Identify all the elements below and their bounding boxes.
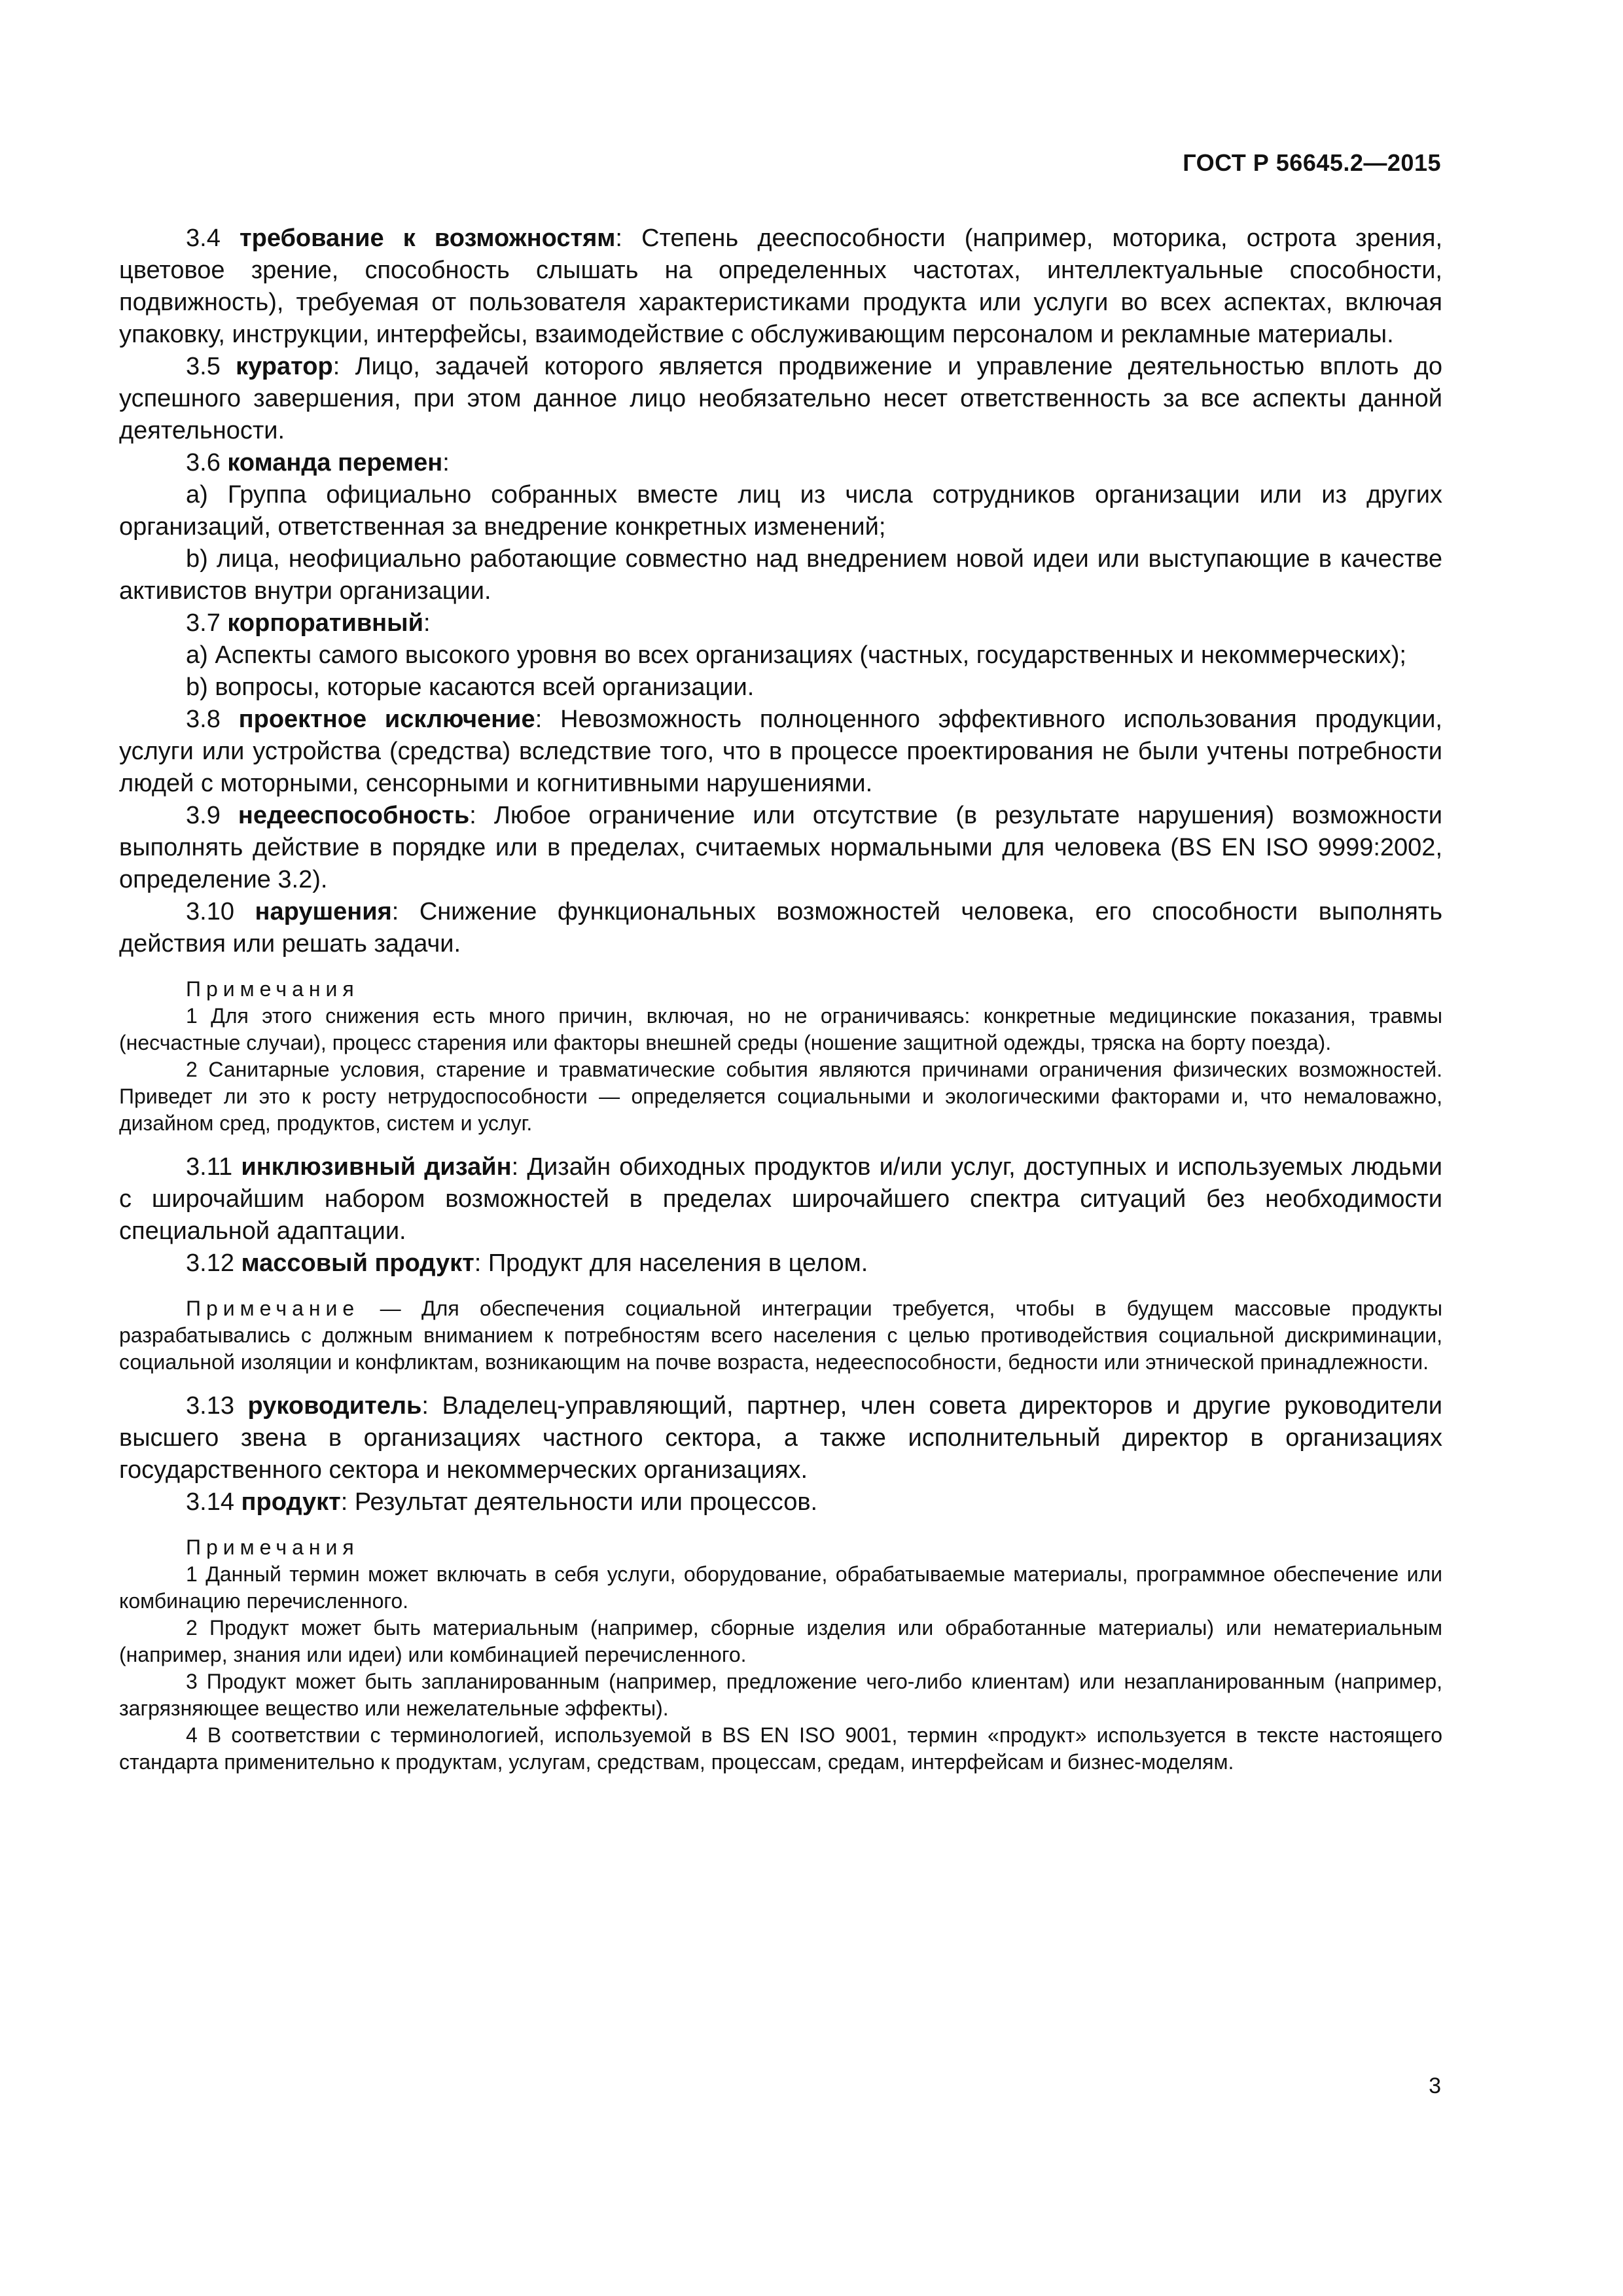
note-item: 2 Продукт может быть материальным (например, сборные изделия или обработанные материалы) или нематериальным (например, знания или идеи) или комбинацией перечисленного. xyxy=(119,1616,1442,1666)
note-item: 1 Для этого снижения есть много причин, включая, но не ограничиваясь: конкретные медицинские показания, травмы (несчастные случаи), процесс старения или факторы внешней среды (ношение защитной одежды, тряска на борту поезда). xyxy=(119,1004,1442,1054)
definition-text: : xyxy=(423,609,431,637)
term-definition xyxy=(119,351,1442,447)
term-definition xyxy=(119,896,1442,960)
note-item: 1 Данный термин может включать в себя услуги, оборудование, обрабатываемые материалы, программное обеспечение или комбинацию перечисленного. xyxy=(119,1562,1442,1613)
term: корпоративный xyxy=(227,609,423,637)
definition-text: : Результат деятельности или процессов. xyxy=(340,1488,818,1516)
term-definition xyxy=(119,1247,1442,1280)
clause-number: 3.8 xyxy=(186,706,221,733)
term-definition xyxy=(119,704,1442,800)
definition-item xyxy=(119,672,1442,704)
notes-block xyxy=(119,976,1442,1137)
document-code-header: ГОСТ Р 56645.2—2015 xyxy=(1183,149,1441,176)
definition-text: : Лицо, задачей которого является продвижение и управление деятельностью вплоть до успешного завершения, при этом данное лицо необязательно несет ответственность за все аспекты данной деятельности. xyxy=(119,353,1442,444)
clause-number: 3.14 xyxy=(186,1488,234,1516)
document-body xyxy=(119,223,1442,1790)
definition-item xyxy=(119,639,1442,672)
term-definition xyxy=(119,607,1442,639)
notes-heading: Примечания xyxy=(186,977,359,1001)
term: проектное исключение xyxy=(238,706,535,733)
notes-block xyxy=(119,1534,1442,1776)
note-item: 3 Продукт может быть запланированным (например, предложение чего-либо клиентам) или незапланированным (например, загрязняющее вещество или нежелательные эффекты). xyxy=(119,1670,1442,1720)
definition-text: : Продукт для населения в целом. xyxy=(474,1249,868,1277)
term-definition xyxy=(119,447,1442,479)
notes-heading: Примечания xyxy=(186,1535,359,1559)
term: руководитель xyxy=(247,1392,422,1420)
clause-number: 3.5 xyxy=(186,353,221,380)
clause-number: 3.13 xyxy=(186,1392,234,1420)
term: команда перемен xyxy=(227,449,443,476)
definition-text: : Невозможность полноценного эффективного использования продукции, услуги или устройства (средства) вследствие того, что в процессе проектирования не были учтены потребности людей с моторными, сенсорными и когнитивными нарушениями. xyxy=(119,706,1442,797)
term: инклюзивный дизайн xyxy=(241,1153,512,1181)
definition-item xyxy=(119,479,1442,543)
term: недееспособность xyxy=(238,802,470,829)
definition-text: b) лица, неофициально работающие совместно над внедрением новой идеи или выступающие в качестве активистов внутри организации. xyxy=(119,545,1442,605)
page-number: 3 xyxy=(1429,2073,1441,2098)
term-definition xyxy=(119,800,1442,896)
clause-number: 3.7 xyxy=(186,609,221,637)
term: требование к возможностям xyxy=(240,224,616,252)
clause-number: 3.6 xyxy=(186,449,221,476)
note-item: 2 Санитарные условия, старение и травматические события являются причинами ограничения физических возможностей. Приведет ли это к росту нетрудоспособности — определяется социальными и экологическими факторами и, что немаловажно, дизайном сред, продуктов, систем и услуг. xyxy=(119,1058,1442,1135)
clause-number: 3.9 xyxy=(186,802,221,829)
note-text: — Для обеспечения социальной интеграции требуется, чтобы в будущем массовые продукты разрабатывались с должным вниманием к потребностям всего населения с целью противодействия социальной дискриминации, социальной изоляции и конфликтам, возникающим на почве возраста, недееспособности, бедности или этнической принадлежности. xyxy=(119,1297,1442,1374)
definition-text: а) Группа официально собранных вместе лиц из числа сотрудников организации или из других организаций, ответственная за внедрение конкретных изменений; xyxy=(119,481,1442,541)
clause-number: 3.12 xyxy=(186,1249,234,1277)
term-definition xyxy=(119,1486,1442,1518)
note-item: 4 В соответствии с терминологией, используемой в BS EN ISO 9001, термин «продукт» используется в тексте настоящего стандарта применительно к продуктам, услугам, средствам, процессам, средам, интерфейсам и бизнес-моделям. xyxy=(119,1723,1442,1774)
term: массовый продукт xyxy=(241,1249,474,1277)
definition-text: b) вопросы, которые касаются всей организации. xyxy=(186,673,755,701)
definition-text: : Владелец-управляющий, партнер, член совета директоров и другие руководители высшего звена в организациях частного сектора, а также исполнительный директор в организациях государственного сектора и некоммерческих организациях. xyxy=(119,1392,1443,1484)
definition-text: : Снижение функциональных возможностей человека, его способности выполнять действия или решать задачи. xyxy=(119,898,1443,958)
note-item xyxy=(119,1295,1442,1376)
note-block xyxy=(119,1295,1442,1376)
definition-text: : xyxy=(442,449,450,476)
term: нарушения xyxy=(255,898,392,925)
definition-item xyxy=(119,543,1442,607)
clause-number: 3.11 xyxy=(186,1153,233,1181)
clause-number: 3.10 xyxy=(186,898,234,925)
clause-number: 3.4 xyxy=(186,224,221,252)
definition-text: : Любое ограничение или отсутствие (в результате нарушения) возможности выполнять действие в порядке или в пределах, считаемых нормальными для человека (BS EN ISO 9999:2002, определение 3.2). xyxy=(119,802,1442,893)
definition-text: : Дизайн обиходных продуктов и/или услуг, доступных и используемых людьми с широчайшим набором возможностей в пределах широчайшего спектра ситуаций без необходимости специальной адаптации. xyxy=(119,1153,1443,1245)
term-definition xyxy=(119,223,1442,351)
term: куратор xyxy=(236,353,333,380)
term: продукт xyxy=(241,1488,341,1516)
definition-text: а) Аспекты самого высокого уровня во всех организациях (частных, государственных и некоммерческих); xyxy=(186,641,1406,669)
term-definition xyxy=(119,1390,1442,1486)
definition-text: : Степень дееспособности (например, моторика, острота зрения, цветовое зрение, способность слышать на определенных частотах, интеллектуальные способности, подвижность), требуемая от пользователя характеристиками продукта или услуги во всех аспектах, включая упаковку, инструкции, интерфейсы, взаимодействие с обслуживающим персоналом и рекламные материалы. xyxy=(119,224,1442,348)
term-definition xyxy=(119,1151,1442,1247)
note-heading: Примечание xyxy=(186,1297,360,1320)
